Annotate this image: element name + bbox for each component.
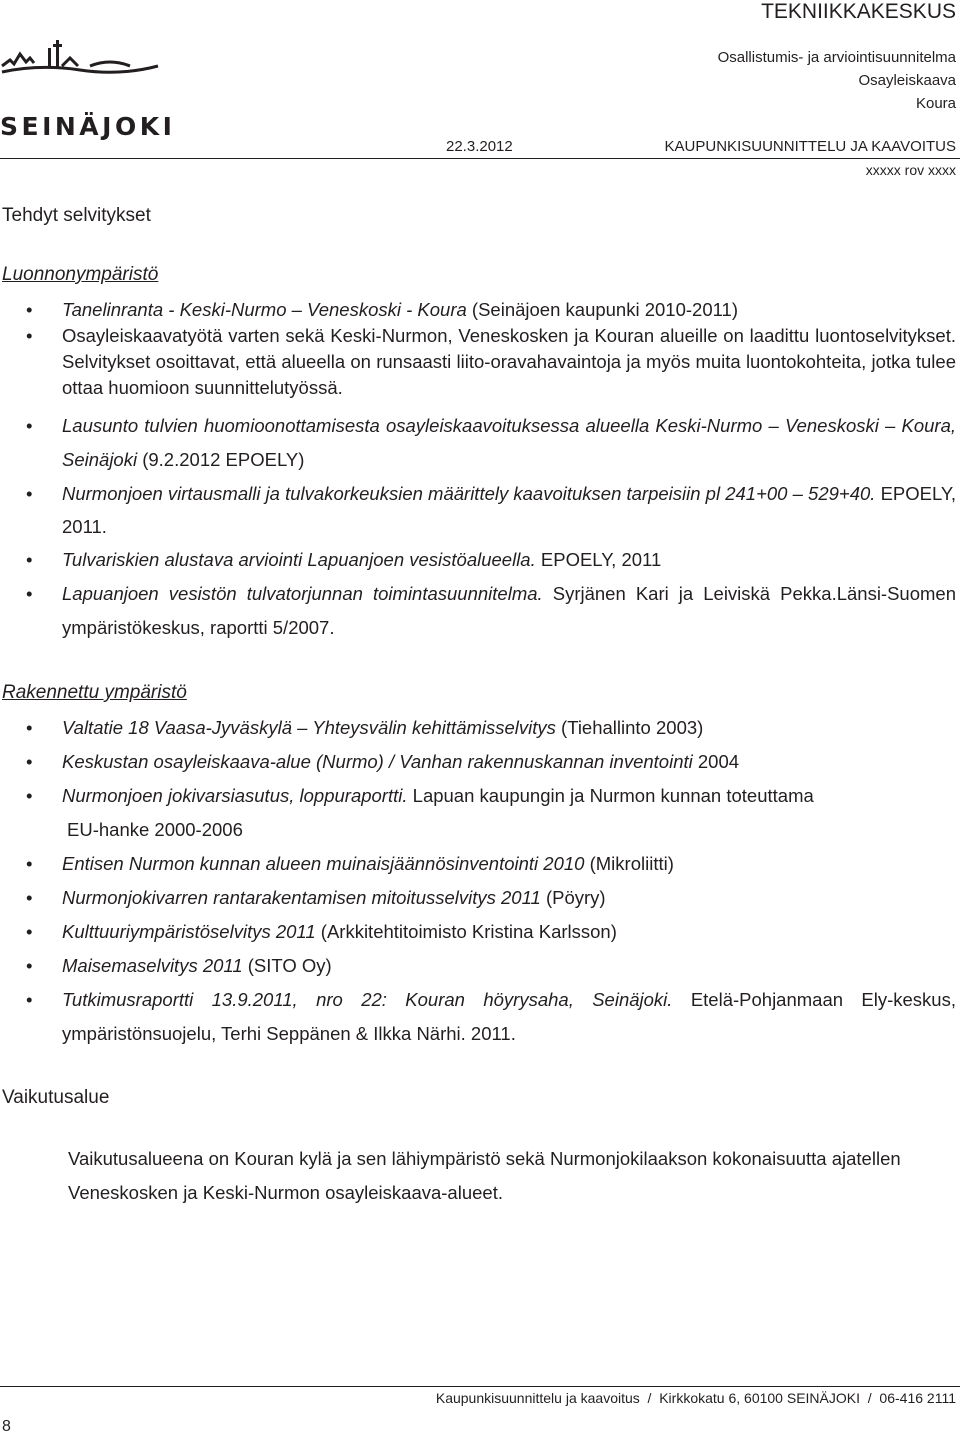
- area-name: Koura: [915, 95, 956, 112]
- item-detail: (Seinäjoen kaupunki 2010-2011): [466, 299, 738, 320]
- item-title: Nurmonjoen jokivarsiasutus, loppuraportti.: [62, 785, 408, 806]
- list-item: • Kulttuuriympäristöselvitys 2011 (Arkkitehtitoimisto Kristina Karlsson): [26, 921, 617, 942]
- seinajoki-logo: [0, 36, 176, 146]
- item-title: Lausunto tulvien huomioonottamisesta osayleiskaavoituksessa alueella Keski-Nurmo – Veneskoski – Koura, Seinäjoki: [62, 415, 956, 470]
- item-title: Tutkimusraportti 13.9.2011, nro 22: Kouran höyrysaha, Seinäjoki.: [62, 989, 673, 1010]
- item-detail: Lapuan kaupungin ja Nurmon kunnan toteuttama: [407, 785, 814, 806]
- page-title: Tehdyt selvitykset: [2, 205, 151, 226]
- item-detail: (Arkkitehtitoimisto Kristina Karlsson): [315, 921, 617, 942]
- item-detail: Syrjänen Kari ja Leiviskä Pekka.Länsi-Suomen ympäristökeskus, raportti 5/2007.: [62, 583, 956, 638]
- list-item: • Tanelinranta - Keski-Nurmo – Veneskoski - Koura (Seinäjoen kaupunki 2010-2011): [26, 299, 738, 320]
- item-title: Lapuanjoen vesistön tulvatorjunnan toimintasuunnitelma.: [62, 583, 543, 604]
- page-number: 8: [2, 1418, 11, 1435]
- item-title: Valtatie 18 Vaasa-Jyväskylä – Yhteysvälin kehittämisselvitys: [62, 717, 556, 738]
- item-detail: EPOELY, 2011: [535, 549, 662, 570]
- doc-type: Osallistumis- ja arviointisuunnitelma: [717, 49, 956, 66]
- list-item: • Valtatie 18 Vaasa-Jyväskylä – Yhteysvälin kehittämisselvitys (Tiehallinto 2003): [26, 717, 704, 738]
- list-item: • Nurmonjoen virtausmalli ja tulvakorkeuksien määrittely kaavoituksen tarpeisiin pl 241+00 – 529+40. EPOELY, 2011.: [26, 483, 956, 537]
- section-title: TEKNIIKKAKESKUS: [761, 0, 956, 23]
- luonto-list: [0, 297, 956, 645]
- luonto-heading: Luonnonympäristö: [2, 264, 159, 285]
- item-detail-line2: EU-hanke 2000-2006: [67, 819, 243, 840]
- item-detail: Etelä-Pohjanmaan Ely-keskus, ympäristönsuojelu, Terhi Seppänen & Ilkka Närhi. 2011.: [62, 989, 956, 1044]
- plan-type: Osayleiskaava: [858, 72, 956, 89]
- item-title: Kulttuuriympäristöselvitys 2011: [62, 921, 316, 942]
- item-title: Nurmonjoen virtausmalli ja tulvakorkeuksien määrittely kaavoituksen tarpeisiin pl 241+00 – 529+40.: [62, 483, 876, 504]
- doc-date: 22.3.2012: [446, 138, 513, 155]
- item-detail: (SITO Oy): [242, 955, 332, 976]
- item-title: Keskustan osayleiskaava-alue (Nurmo) / Vanhan rakennuskannan inventointi: [62, 751, 693, 772]
- vaikutus-text: Vaikutusalueena on Kouran kylä ja sen lähiympäristö sekä Nurmonjokilaakson kokonaisuutta ajatellen Veneskosken ja Keski-Nurmon osayleiskaava-alueet.: [68, 1148, 901, 1203]
- item-detail: (Pöyry): [540, 887, 606, 908]
- item-title: Maisemaselvitys 2011: [62, 955, 243, 976]
- list-item: • Nurmonjoen jokivarsiasutus, loppuraportti. Lapuan kaupungin ja Nurmon kunnan toteuttama EU-hanke 2000-2006: [26, 785, 814, 840]
- footer-address: Kaupunkisuunnittelu ja kaavoitus / Kirkkokatu 6, 60100 SEINÄJOKI / 06-416 2111: [435, 1390, 956, 1406]
- item-detail: 2004: [692, 751, 740, 772]
- rakennettu-list: [0, 711, 956, 1051]
- item-title: Tanelinranta - Keski-Nurmo – Veneskoski - Koura: [62, 299, 467, 320]
- list-item: • Lausunto tulvien huomioonottamisesta osayleiskaavoituksessa alueella Keski-Nurmo – Veneskoski – Koura, Seinäjoki (9.2.2012 EPOELY): [26, 415, 956, 470]
- list-item: • Lapuanjoen vesistön tulvatorjunnan toimintasuunnitelma. Syrjänen Kari ja Leiviskä Pekka.Länsi-Suomen ympäristökeskus, raportti 5/2007.: [26, 583, 956, 638]
- list-item: • Maisemaselvitys 2011 (SITO Oy): [26, 955, 332, 976]
- item-detail: (Mikroliitti): [584, 853, 674, 874]
- item-detail: Osayleiskaavatyötä varten sekä Keski-Nurmon, Veneskosken ja Kouran alueille on laadittu luontoselvitykset. Selvitykset osoittavat, että alueella on runsaasti liito-oravahavaintoja ja myös muita luontokohteita, jotka tulee ottaa huomioon suunnittelutyössä.: [62, 325, 956, 398]
- item-detail: (Tiehallinto 2003): [555, 717, 704, 738]
- footer-divider: [0, 1386, 960, 1387]
- department: KAUPUNKISUUNNITTELU JA KAAVOITUS: [664, 138, 956, 155]
- rakennettu-heading: Rakennettu ympäristö: [2, 682, 187, 703]
- header-divider: [0, 158, 960, 159]
- list-item: • Tulvariskien alustava arviointi Lapuanjoen vesistöalueella. EPOELY, 2011: [26, 549, 662, 570]
- item-title: Nurmonjokivarren rantarakentamisen mitoitusselvitys 2011: [62, 887, 541, 908]
- list-item: • Tutkimusraportti 13.9.2011, nro 22: Kouran höyrysaha, Seinäjoki. Etelä-Pohjanmaan Ely-keskus, ympäristönsuojelu, Terhi Seppänen & Ilkka Närhi. 2011.: [26, 989, 956, 1044]
- list-item: • Nurmonjokivarren rantarakentamisen mitoitusselvitys 2011 (Pöyry): [26, 887, 606, 908]
- list-item: • Osayleiskaavatyötä varten sekä Keski-Nurmon, Veneskosken ja Kouran alueille on laadittu luontoselvitykset. Selvitykset osoittavat, että alueella on runsaasti liito-oravahavaintoja ja myös muita luontokohteita, jotka tulee ottaa huomioon suunnittelutyössä.: [26, 325, 956, 398]
- list-item: • Keskustan osayleiskaava-alue (Nurmo) / Vanhan rakennuskannan inventointi 2004: [26, 751, 740, 772]
- item-detail: EPOELY, 2011.: [62, 483, 956, 537]
- item-detail: (9.2.2012 EPOELY): [137, 449, 305, 470]
- skyline-icon: [0, 36, 160, 76]
- item-title: Tulvariskien alustava arviointi Lapuanjoen vesistöalueella.: [62, 549, 536, 570]
- doc-ref: xxxxx rov xxxx: [865, 162, 956, 178]
- logo-wordmark: SEINÄJOKI: [0, 112, 176, 141]
- item-title: Entisen Nurmon kunnan alueen muinaisjäännösinventointi 2010: [62, 853, 585, 874]
- list-item: • Entisen Nurmon kunnan alueen muinaisjäännösinventointi 2010 (Mikroliitti): [26, 853, 674, 874]
- vaikutus-heading: Vaikutusalue: [2, 1087, 110, 1108]
